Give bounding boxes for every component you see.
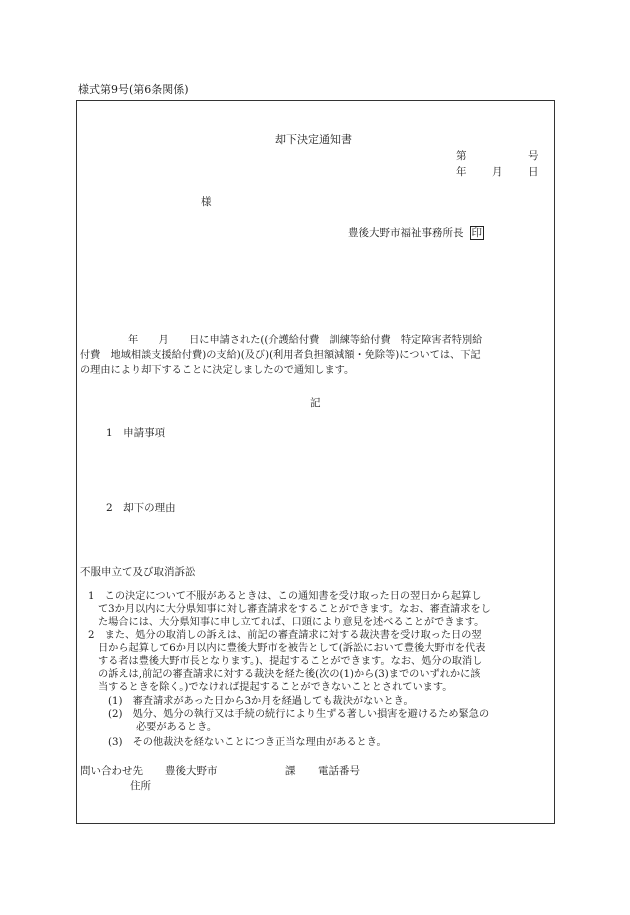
number-label-left: 第 (456, 150, 467, 162)
number-label-right: 号 (528, 150, 539, 162)
addressee-suffix: 様 (201, 196, 212, 208)
issuer-line (348, 227, 484, 240)
appeal-sub1: (1) 審査請求があった日から3か月を経過しても裁決がないとき。 (108, 696, 414, 707)
appeal-p2-line4: の訴えは,前記の審査請求に対する裁決を経た後(次の(1)から(3)までのいずれかに該 (98, 669, 481, 680)
appeal-p1-line1: 1 この決定について不服があるときは、この通知書を受け取った日の翌日から起算し (88, 591, 482, 602)
item-reason: 2 却下の理由 (106, 502, 176, 514)
item-application: 1 申請事項 (106, 427, 166, 439)
ki-heading: 記 (310, 397, 321, 409)
appeal-p2-line2: 日から起算して6か月以内に豊後大野市を被告として(訴訟において豊後大野市を代表 (98, 643, 486, 654)
appeal-p2-line3: する者は豊後大野市長となります。)、提起することができます。なお、処分の取消し (98, 656, 483, 667)
body-line-1: 年 月 日に申請された((介護給付費 訓練等給付費 特定障害者特別給 (128, 335, 483, 346)
appeal-sub3: (3) その他裁決を経ないことにつき正当な理由があるとき。 (108, 737, 387, 748)
appeal-p1-line2: て3か月以内に大分県知事に対し審査請求をすることができます。なお、審査請求をし (98, 604, 491, 615)
contact-address-label: 住所 (130, 780, 151, 792)
appeal-heading: 不服申立て及び取消訴訟 (80, 566, 196, 578)
appeal-p1-line3: た場合には、大分県知事に申し立てれば、口頭により意見を述べることができます。 (98, 617, 485, 628)
date-day: 日 (528, 166, 539, 178)
appeal-sub2-line1: (2) 処分、処分の執行又は手続の続行により生ずる著しい損害を避けるため緊急の (108, 709, 490, 720)
appeal-p2-line5: 当するときを除く。)でなければ提起することができないこととされています。 (98, 682, 453, 693)
contact-phone-label: 電話番号 (318, 765, 360, 777)
seal-mark: 印 (471, 227, 482, 239)
date-month: 月 (492, 166, 503, 178)
form-number: 様式第9号(第6条関係) (78, 83, 189, 96)
appeal-p2-line1: 2 また、処分の取消しの訴えは、前記の審査請求に対する裁決書を受け取った日の翌 (88, 630, 482, 641)
issuer-name: 豊後大野市福祉事務所長 (348, 227, 464, 239)
body-line-3: の理由により却下することに決定しましたので通知します。 (80, 365, 355, 376)
document-title: 却下決定通知書 (275, 133, 352, 146)
body-line-2: 付費 地域相談支援給付費)の支給)(及び)(利用者負担額減額・免除等)については、下記 (80, 350, 481, 361)
contact-section: 課 (285, 765, 296, 777)
date-year: 年 (456, 166, 467, 178)
contact-label: 問い合わせ先 (80, 765, 143, 777)
appeal-sub2-line2: 必要があるとき。 (136, 722, 218, 733)
contact-city: 豊後大野市 (165, 765, 218, 777)
